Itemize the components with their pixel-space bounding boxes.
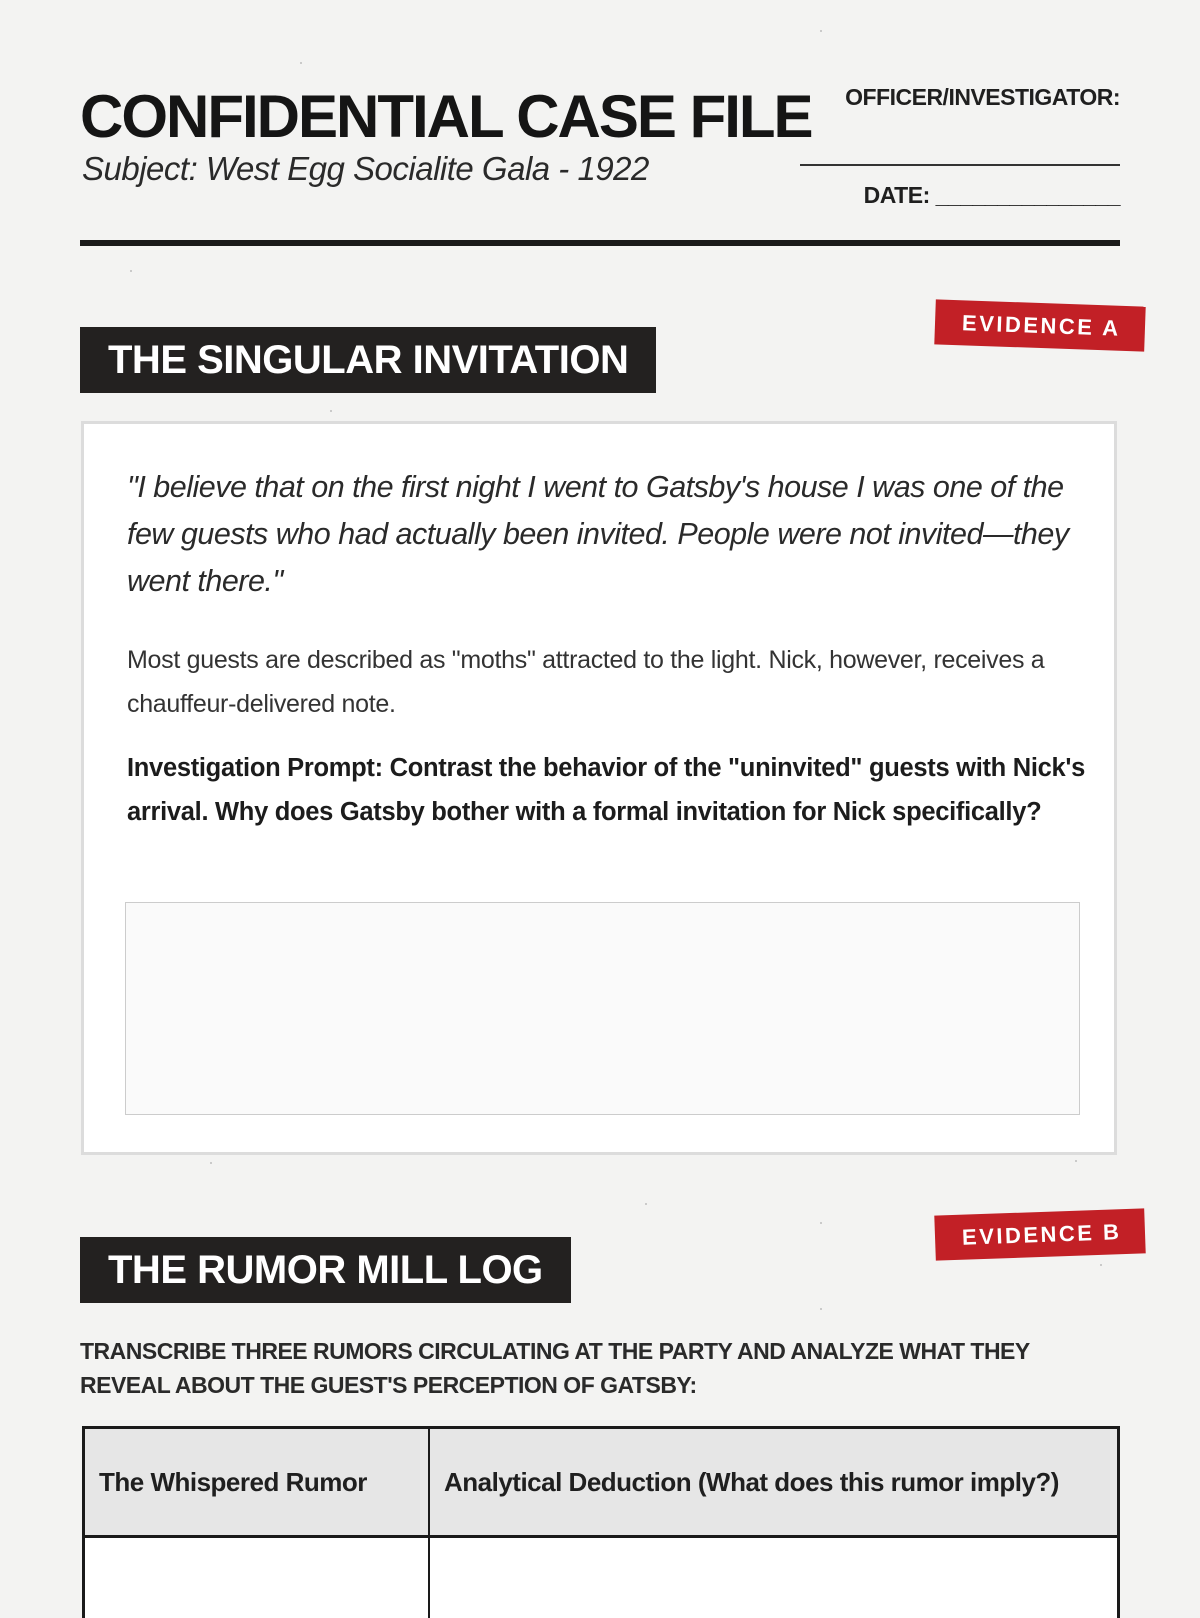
section-title-rumor-mill-log: THE RUMOR MILL LOG bbox=[80, 1237, 571, 1303]
case-file-title: CONFIDENTIAL CASE FILE bbox=[80, 83, 812, 150]
rumor-cell[interactable] bbox=[85, 1538, 430, 1618]
header-divider bbox=[80, 240, 1120, 246]
date-field[interactable]: DATE: _______________ bbox=[863, 182, 1120, 208]
evidence-a-card bbox=[81, 421, 1117, 1155]
evidence-context: Most guests are described as "moths" attracted to the light. Nick, however, receives a chauffeur-delivered note. bbox=[127, 646, 1045, 718]
evidence-a-tag: EVIDENCE A bbox=[934, 299, 1145, 351]
response-textarea[interactable] bbox=[125, 902, 1080, 1115]
paper-speck bbox=[1100, 1264, 1102, 1266]
paper-speck bbox=[1075, 1160, 1077, 1162]
investigation-prompt: Investigation Prompt: Contrast the behavior of the "uninvited" guests with Nick's arrival. Why does Gatsby bother with a formal invitation for Nick specifically? bbox=[127, 754, 1086, 826]
paper-speck bbox=[820, 1222, 822, 1224]
officer-investigator-label: OFFICER/INVESTIGATOR: bbox=[845, 84, 1120, 110]
column-header-deduction: Analytical Deduction (What does this rumor imply?) bbox=[444, 1467, 1059, 1497]
evidence-quote: "I believe that on the first night I went to Gatsby's house I was one of the few guests who had actually been invited. People were not invited—they went there." bbox=[127, 470, 1069, 598]
paper-speck bbox=[820, 30, 822, 32]
paper-speck bbox=[300, 62, 302, 64]
evidence-b-tag: EVIDENCE B bbox=[934, 1208, 1146, 1260]
table-header-row bbox=[85, 1429, 1117, 1538]
deduction-cell[interactable] bbox=[430, 1538, 1117, 1618]
officer-signature-line[interactable] bbox=[800, 164, 1120, 166]
paper-speck bbox=[330, 410, 332, 412]
table-row bbox=[85, 1538, 1117, 1618]
paper-speck bbox=[645, 1203, 647, 1205]
paper-speck bbox=[820, 1308, 822, 1310]
rumor-instructions: TRANSCRIBE THREE RUMORS CIRCULATING AT THE PARTY AND ANALYZE WHAT THEY REVEAL ABOUT THE GUEST'S PERCEPTION OF GATSBY: bbox=[80, 1338, 1030, 1398]
paper-speck bbox=[130, 270, 132, 272]
case-subject: Subject: West Egg Socialite Gala - 1922 bbox=[82, 150, 649, 187]
rumor-log-table bbox=[82, 1426, 1120, 1618]
section-title-singular-invitation: THE SINGULAR INVITATION bbox=[80, 327, 656, 393]
column-header-rumor: The Whispered Rumor bbox=[85, 1429, 430, 1535]
paper-speck bbox=[210, 1162, 212, 1164]
